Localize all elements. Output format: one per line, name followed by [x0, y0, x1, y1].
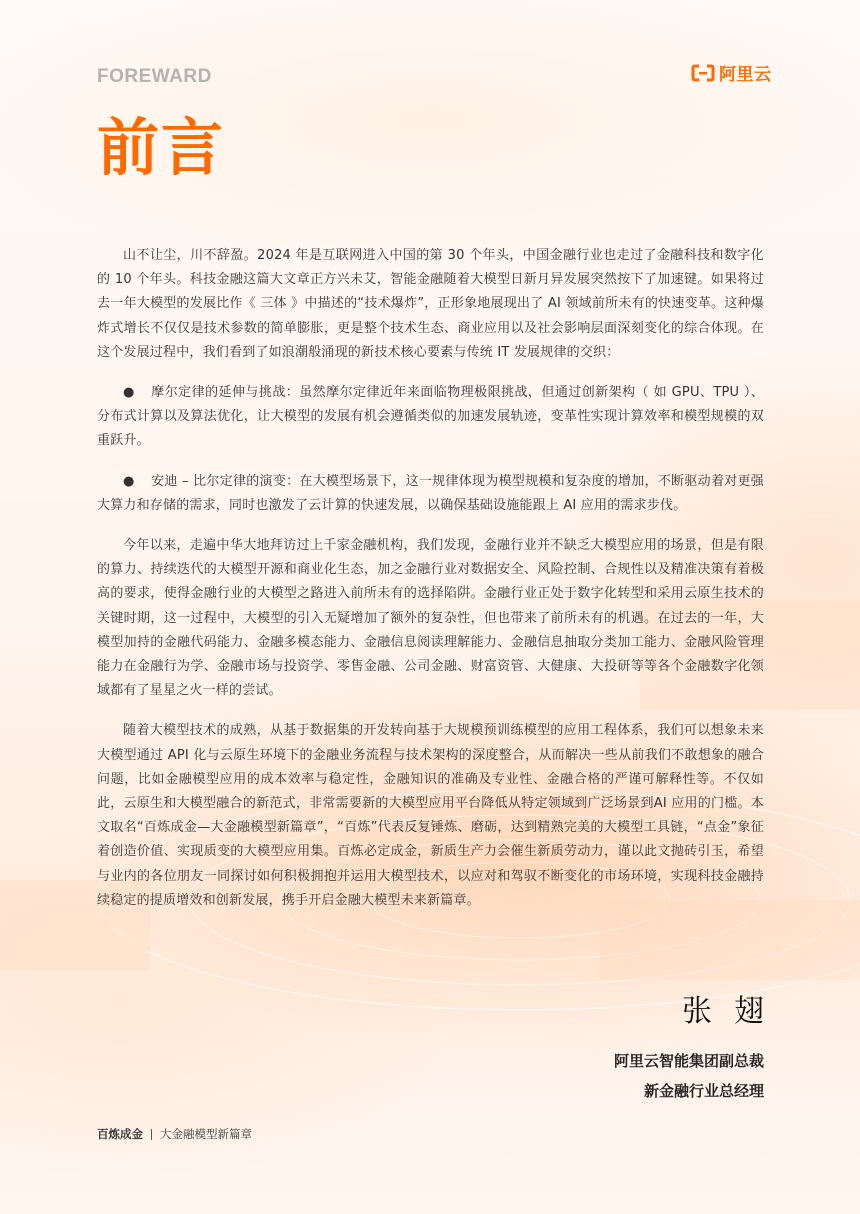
- alibaba-cloud-logo-icon: [691, 63, 715, 83]
- brand-logo: [691, 60, 772, 85]
- footer-divider: [151, 1129, 152, 1140]
- paragraph: 随着大模型技术的成熟，从基于数据集的开发转向基于大规模预训练模型的应用工程体系，我们可以想象未来大模型通过 API 化与云原生环境下的金融业务流程与技术架构的深度整合，从而解决一些从前我们不敢想象的融合问题，比如金融模型应用的成本效率与稳定性，金融知识的准确及专业性、金融合格的严谨可解释性等。不仅如此，云原生和大模型融合的新范式，非常需要新的大模型应用平台降低从特定领域到广泛场景到AI 应用的门槛。本文取名“百炼成金—大金融模型新篇章”，“百炼”代表反复锤炼、磨砺，达到精熟完美的大模型工具链，“点金”象征着创造价值、实现质变的大模型应用集。百炼必定成金，新质生产力会催生新质劳动力，谨以此文抛砖引玉，希望与业内的各位朋友一同探讨如何积极拥抱并运用大模型技术，以应对和驾驭不断变化的市场环境，实现科技金融持续稳定的提质增效和创新发展，携手开启金融大模型未来新篇章。: [97, 723, 764, 908]
- bullet-text: 摩尔定律的延伸与挑战：虽然摩尔定律近年来面临物理极限挑战，但通过创新架构（ 如 GPU、TPU ）、分布式计算以及算法优化，让大模型的发展有机会遵循类似的加速发展轨迹，变革性实现计算效率和模型规模的双重跃升。: [97, 385, 764, 449]
- bullet-icon: ●: [123, 385, 135, 401]
- section-label: FOREWARD: [97, 66, 212, 87]
- bullet-item: [97, 470, 764, 518]
- logo-text: 阿里云: [719, 65, 772, 85]
- bullet-text: 安迪 – 比尔定律的演变：在大模型场景下，这一规律体现为模型规模和复杂度的增加，不断驱动着对更强大算力和存储的需求，同时也激发了云计算的快速发展，以确保基础设施能跟上 AI 应用的需求步伐。: [97, 473, 764, 513]
- page-footer: [97, 1126, 252, 1142]
- signature-title: 新金融行业总经理: [643, 1082, 764, 1100]
- footer-series-title: 百炼成金: [97, 1127, 143, 1141]
- paragraph: 今年以来，走遍中华大地拜访过上千家金融机构，我们发现，金融行业并不缺乏大模型应用的场景，但是有限的算力、持续迭代的大模型开源和商业化生态，加之金融行业对数据安全、风险控制、合规性以及精准决策有着极高的要求，使得金融行业的大模型之路进入前所未有的选择陷阱。金融行业正处于数字化转型和采用云原生技术的关键时期，这一过程中，大模型的引入无疑增加了额外的复杂性，但也带来了前所未有的机遇。在过去的一年，大模型加持的金融代码能力、金融多模态能力、金融信息阅读理解能力、金融信息抽取分类加工能力、金融风险管理能力在金融行为学、金融市场与投资学、零售金融、公司金融、财富资管、大健康、大投研等等各个金融数字化领域都有了星星之火一样的尝试。: [97, 538, 764, 699]
- bullet-item: [97, 381, 764, 454]
- bullet-icon: ●: [123, 473, 135, 489]
- footer-subtitle: 大金融模型新篇章: [160, 1127, 252, 1141]
- paragraph: 山不让尘，川不辞盈。2024 年是互联网进入中国的第 30 个年头，中国金融行业也走过了金融科技和数字化的 10 个年头。科技金融这篇大文章正方兴未艾，智能金融随着大模型日新月异发展突然按下了加速键。如果将过去一年大模型的发展比作《 三体 》中描述的“技术爆炸”，正形象地展现出了 AI 领域前所未有的快速变革。这种爆炸式增长不仅仅是技术参数的简单膨胀，更是整个技术生态、商业应用以及社会影响层面深刻变化的综合体现。在这个发展过程中，我们看到了如浪潮般涌现的新技术核心要素与传统 IT 发展规律的交织：: [97, 248, 764, 360]
- signature-name: 张翅: [682, 994, 786, 1029]
- page-title: 前言: [97, 111, 226, 184]
- signature-block: [613, 990, 786, 1106]
- signature-title: 阿里云智能集团副总裁: [613, 1052, 764, 1070]
- foreword-body: [97, 244, 764, 929]
